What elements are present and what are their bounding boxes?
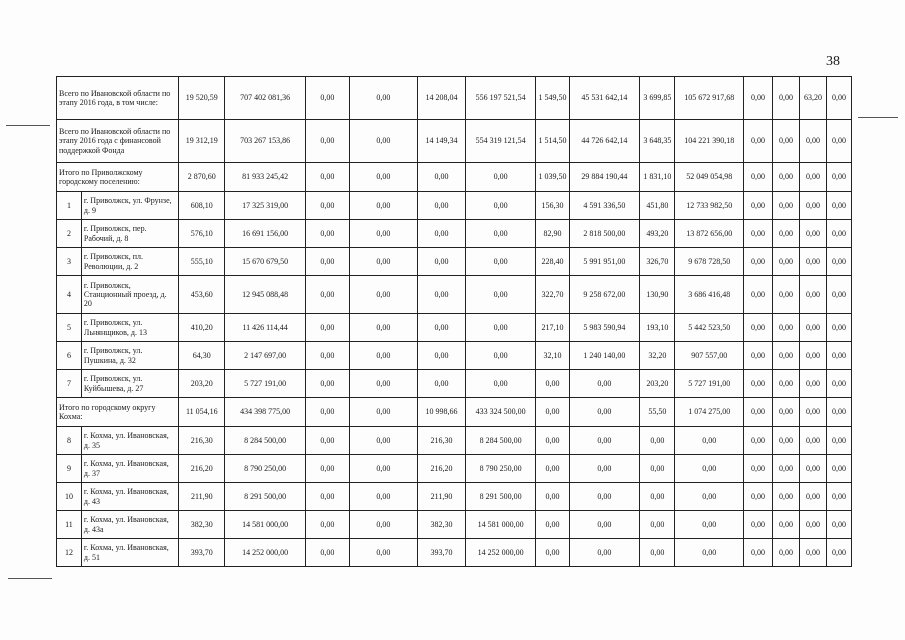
- value-cell: 0,00: [349, 220, 417, 248]
- value-cell: 14 581 000,00: [465, 511, 536, 539]
- value-cell: 0,00: [306, 77, 350, 120]
- value-cell: 0,00: [826, 77, 851, 120]
- value-cell: 32,10: [536, 342, 569, 370]
- value-cell: 0,00: [569, 539, 640, 567]
- value-cell: 0,00: [306, 120, 350, 163]
- value-cell: 0,00: [349, 455, 417, 483]
- value-cell: 0,00: [773, 163, 800, 192]
- value-cell: 0,00: [773, 314, 800, 342]
- value-cell: 0,00: [799, 483, 826, 511]
- row-number: 4: [57, 276, 82, 314]
- value-cell: 0,00: [743, 427, 772, 455]
- value-cell: 0,00: [569, 370, 640, 398]
- value-cell: 44 726 642,14: [569, 120, 640, 163]
- value-cell: 0,00: [465, 248, 536, 276]
- value-cell: 0,00: [349, 342, 417, 370]
- table-row: [57, 248, 852, 276]
- value-cell: 0,00: [306, 248, 350, 276]
- value-cell: 0,00: [773, 398, 800, 427]
- value-cell: 156,30: [536, 192, 569, 220]
- summary-row: [57, 77, 852, 120]
- margin-scan-line: [858, 117, 898, 118]
- table-row: [57, 370, 852, 398]
- value-cell: 0,00: [465, 276, 536, 314]
- value-cell: 8 284 500,00: [465, 427, 536, 455]
- value-cell: 0,00: [773, 77, 800, 120]
- value-cell: 0,00: [743, 455, 772, 483]
- row-number: 9: [57, 455, 82, 483]
- value-cell: 0,00: [826, 511, 851, 539]
- value-cell: 0,00: [306, 342, 350, 370]
- value-cell: 8 291 500,00: [465, 483, 536, 511]
- value-cell: 14 581 000,00: [225, 511, 306, 539]
- value-cell: 0,00: [349, 314, 417, 342]
- value-cell: 0,00: [349, 483, 417, 511]
- value-cell: 0,00: [569, 455, 640, 483]
- value-cell: 0,00: [826, 370, 851, 398]
- address-cell: г. Кохма, ул. Ивановская, д. 43а: [81, 511, 179, 539]
- value-cell: 0,00: [743, 314, 772, 342]
- value-cell: 0,00: [536, 370, 569, 398]
- value-cell: 216,20: [418, 455, 466, 483]
- value-cell: 9 678 728,50: [675, 248, 743, 276]
- value-cell: 0,00: [799, 427, 826, 455]
- value-cell: 14 252 000,00: [465, 539, 536, 567]
- margin-scan-line: [6, 125, 50, 126]
- value-cell: 0,00: [799, 276, 826, 314]
- value-cell: 0,00: [773, 483, 800, 511]
- value-cell: 8 790 250,00: [225, 455, 306, 483]
- value-cell: 0,00: [349, 163, 417, 192]
- value-cell: 0,00: [569, 427, 640, 455]
- value-cell: 0,00: [773, 427, 800, 455]
- value-cell: 5 983 590,94: [569, 314, 640, 342]
- value-cell: 0,00: [773, 455, 800, 483]
- value-cell: 3 686 416,48: [675, 276, 743, 314]
- value-cell: 0,00: [826, 342, 851, 370]
- table-row: [57, 342, 852, 370]
- value-cell: 0,00: [536, 455, 569, 483]
- value-cell: 0,00: [349, 398, 417, 427]
- value-cell: 0,00: [349, 511, 417, 539]
- value-cell: 11 426 114,44: [225, 314, 306, 342]
- value-cell: 5 442 523,50: [675, 314, 743, 342]
- value-cell: 703 267 153,86: [225, 120, 306, 163]
- value-cell: 45 531 642,14: [569, 77, 640, 120]
- value-cell: 8 790 250,00: [465, 455, 536, 483]
- value-cell: 0,00: [826, 455, 851, 483]
- value-cell: 576,10: [179, 220, 225, 248]
- row-number: 3: [57, 248, 82, 276]
- value-cell: 433 324 500,00: [465, 398, 536, 427]
- value-cell: 0,00: [826, 314, 851, 342]
- value-cell: 14 149,34: [418, 120, 466, 163]
- value-cell: 3 648,35: [640, 120, 675, 163]
- value-cell: 0,00: [349, 427, 417, 455]
- address-cell: г. Приволжск, ул. Фрунзе, д. 9: [81, 192, 179, 220]
- address-cell: г. Приволжск, Станционный проезд, д. 20: [81, 276, 179, 314]
- value-cell: 0,00: [799, 120, 826, 163]
- value-cell: 0,00: [640, 511, 675, 539]
- value-cell: 11 054,16: [179, 398, 225, 427]
- value-cell: 216,20: [179, 455, 225, 483]
- value-cell: 0,00: [826, 276, 851, 314]
- value-cell: 0,00: [799, 192, 826, 220]
- value-cell: 203,20: [179, 370, 225, 398]
- value-cell: 0,00: [826, 163, 851, 192]
- value-cell: 0,00: [799, 220, 826, 248]
- value-cell: 0,00: [675, 511, 743, 539]
- value-cell: 0,00: [465, 192, 536, 220]
- value-cell: 0,00: [418, 163, 466, 192]
- address-cell: г. Кохма, ул. Ивановская, д. 37: [81, 455, 179, 483]
- row-number: 1: [57, 192, 82, 220]
- row-number: 6: [57, 342, 82, 370]
- value-cell: 0,00: [826, 398, 851, 427]
- value-cell: 0,00: [418, 342, 466, 370]
- value-cell: 0,00: [536, 483, 569, 511]
- value-cell: 0,00: [536, 427, 569, 455]
- value-cell: 382,30: [179, 511, 225, 539]
- value-cell: 554 319 121,54: [465, 120, 536, 163]
- value-cell: 0,00: [743, 163, 772, 192]
- address-cell: г. Приволжск, пер. Рабочий, д. 8: [81, 220, 179, 248]
- row-number: 2: [57, 220, 82, 248]
- table-row: [57, 427, 852, 455]
- value-cell: 0,00: [349, 276, 417, 314]
- value-cell: 0,00: [349, 539, 417, 567]
- value-cell: 0,00: [773, 248, 800, 276]
- table-row: [57, 220, 852, 248]
- value-cell: 0,00: [773, 220, 800, 248]
- value-cell: 0,00: [349, 120, 417, 163]
- value-cell: 0,00: [743, 220, 772, 248]
- value-cell: 0,00: [743, 511, 772, 539]
- row-number: 5: [57, 314, 82, 342]
- value-cell: 0,00: [799, 342, 826, 370]
- value-cell: 0,00: [743, 192, 772, 220]
- value-cell: 0,00: [675, 455, 743, 483]
- value-cell: 52 049 054,98: [675, 163, 743, 192]
- value-cell: 0,00: [743, 539, 772, 567]
- table-row: [57, 276, 852, 314]
- table-row: [57, 192, 852, 220]
- address-cell: г. Приволжск, ул. Пушкина, д. 32: [81, 342, 179, 370]
- summary-row: [57, 398, 852, 427]
- value-cell: 9 258 672,00: [569, 276, 640, 314]
- row-number: 8: [57, 427, 82, 455]
- value-cell: 3 699,85: [640, 77, 675, 120]
- value-cell: 0,00: [640, 455, 675, 483]
- value-cell: 130,90: [640, 276, 675, 314]
- table-row: [57, 314, 852, 342]
- value-cell: 0,00: [306, 220, 350, 248]
- margin-scan-line: [8, 578, 52, 579]
- value-cell: 63,20: [799, 77, 826, 120]
- value-cell: 410,20: [179, 314, 225, 342]
- value-cell: 608,10: [179, 192, 225, 220]
- value-cell: 0,00: [799, 163, 826, 192]
- value-cell: 10 998,66: [418, 398, 466, 427]
- value-cell: 2 818 500,00: [569, 220, 640, 248]
- row-number: 12: [57, 539, 82, 567]
- value-cell: 8 284 500,00: [225, 427, 306, 455]
- value-cell: 451,80: [640, 192, 675, 220]
- value-cell: 0,00: [349, 77, 417, 120]
- value-cell: 64,30: [179, 342, 225, 370]
- address-cell: г. Кохма, ул. Ивановская, д. 51: [81, 539, 179, 567]
- value-cell: 0,00: [418, 248, 466, 276]
- value-cell: 0,00: [773, 370, 800, 398]
- value-cell: 2 147 697,00: [225, 342, 306, 370]
- address-cell: г. Кохма, ул. Ивановская, д. 35: [81, 427, 179, 455]
- value-cell: 0,00: [773, 120, 800, 163]
- summary-row: [57, 163, 852, 192]
- value-cell: 0,00: [675, 483, 743, 511]
- value-cell: 0,00: [349, 192, 417, 220]
- value-cell: 0,00: [743, 120, 772, 163]
- summary-label: Итого по Приволжскому городскому поселению:: [57, 163, 179, 192]
- row-number: 10: [57, 483, 82, 511]
- value-cell: 707 402 081,36: [225, 77, 306, 120]
- value-cell: 2 870,60: [179, 163, 225, 192]
- value-cell: 0,00: [826, 539, 851, 567]
- address-cell: г. Кохма, ул. Ивановская, д. 43: [81, 483, 179, 511]
- value-cell: 5 991 951,00: [569, 248, 640, 276]
- value-cell: 14 252 000,00: [225, 539, 306, 567]
- value-cell: 0,00: [465, 220, 536, 248]
- value-cell: 0,00: [306, 483, 350, 511]
- table-row: [57, 539, 852, 567]
- value-cell: 82,90: [536, 220, 569, 248]
- address-cell: г. Приволжск, ул. Льнянщиков, д. 13: [81, 314, 179, 342]
- value-cell: 382,30: [418, 511, 466, 539]
- value-cell: 0,00: [465, 370, 536, 398]
- value-cell: 907 557,00: [675, 342, 743, 370]
- value-cell: 0,00: [799, 539, 826, 567]
- value-cell: 0,00: [826, 248, 851, 276]
- value-cell: 0,00: [743, 248, 772, 276]
- value-cell: 0,00: [826, 120, 851, 163]
- value-cell: 0,00: [418, 276, 466, 314]
- value-cell: 1 514,50: [536, 120, 569, 163]
- value-cell: 0,00: [743, 483, 772, 511]
- value-cell: 193,10: [640, 314, 675, 342]
- value-cell: 0,00: [743, 342, 772, 370]
- value-cell: 0,00: [799, 398, 826, 427]
- value-cell: 0,00: [773, 539, 800, 567]
- value-cell: 0,00: [465, 314, 536, 342]
- value-cell: 203,20: [640, 370, 675, 398]
- value-cell: 0,00: [536, 511, 569, 539]
- summary-label: Итого по городскому округу Кохма:: [57, 398, 179, 427]
- address-cell: г. Приволжск, пл. Революции, д. 2: [81, 248, 179, 276]
- value-cell: 0,00: [306, 192, 350, 220]
- value-cell: 0,00: [349, 248, 417, 276]
- address-cell: г. Приволжск, ул. Куйбышева, д. 27: [81, 370, 179, 398]
- table-row: [57, 455, 852, 483]
- value-cell: 17 325 319,00: [225, 192, 306, 220]
- value-cell: 0,00: [743, 77, 772, 120]
- value-cell: 0,00: [536, 398, 569, 427]
- value-cell: 211,90: [418, 483, 466, 511]
- row-number: 11: [57, 511, 82, 539]
- value-cell: 228,40: [536, 248, 569, 276]
- value-cell: 15 670 679,50: [225, 248, 306, 276]
- value-cell: 8 291 500,00: [225, 483, 306, 511]
- value-cell: 55,50: [640, 398, 675, 427]
- value-cell: 0,00: [799, 370, 826, 398]
- value-cell: 0,00: [675, 427, 743, 455]
- value-cell: 0,00: [306, 314, 350, 342]
- value-cell: 0,00: [773, 511, 800, 539]
- row-number: 7: [57, 370, 82, 398]
- value-cell: 0,00: [640, 427, 675, 455]
- value-cell: 5 727 191,00: [225, 370, 306, 398]
- value-cell: 0,00: [640, 539, 675, 567]
- value-cell: 555,10: [179, 248, 225, 276]
- page-number: 38: [826, 54, 840, 69]
- value-cell: 0,00: [418, 314, 466, 342]
- value-cell: 0,00: [418, 370, 466, 398]
- value-cell: 19 312,19: [179, 120, 225, 163]
- value-cell: 104 221 390,18: [675, 120, 743, 163]
- value-cell: 393,70: [179, 539, 225, 567]
- value-cell: 216,30: [179, 427, 225, 455]
- value-cell: 0,00: [799, 314, 826, 342]
- value-cell: 4 591 336,50: [569, 192, 640, 220]
- value-cell: 217,10: [536, 314, 569, 342]
- value-cell: 0,00: [465, 342, 536, 370]
- value-cell: 322,70: [536, 276, 569, 314]
- value-cell: 0,00: [799, 248, 826, 276]
- value-cell: 1 240 140,00: [569, 342, 640, 370]
- value-cell: 0,00: [306, 539, 350, 567]
- value-cell: 16 691 156,00: [225, 220, 306, 248]
- value-cell: 216,30: [418, 427, 466, 455]
- value-cell: 0,00: [675, 539, 743, 567]
- value-cell: 81 933 245,42: [225, 163, 306, 192]
- value-cell: 0,00: [743, 398, 772, 427]
- value-cell: 0,00: [306, 370, 350, 398]
- value-cell: 211,90: [179, 483, 225, 511]
- value-cell: 19 520,59: [179, 77, 225, 120]
- value-cell: 1 831,10: [640, 163, 675, 192]
- value-cell: 393,70: [418, 539, 466, 567]
- summary-row: [57, 120, 852, 163]
- summary-label: Всего по Ивановской области по этапу 2016 года с финансовой поддержкой Фонда: [57, 120, 179, 163]
- value-cell: 0,00: [465, 163, 536, 192]
- value-cell: 0,00: [569, 398, 640, 427]
- housing-program-table: [56, 76, 852, 567]
- value-cell: 13 872 656,00: [675, 220, 743, 248]
- value-cell: 32,20: [640, 342, 675, 370]
- value-cell: 0,00: [418, 220, 466, 248]
- value-cell: 0,00: [773, 342, 800, 370]
- value-cell: 0,00: [743, 276, 772, 314]
- value-cell: 434 398 775,00: [225, 398, 306, 427]
- value-cell: 0,00: [799, 511, 826, 539]
- value-cell: 0,00: [773, 276, 800, 314]
- value-cell: 0,00: [349, 370, 417, 398]
- value-cell: 12 733 982,50: [675, 192, 743, 220]
- value-cell: 0,00: [826, 483, 851, 511]
- value-cell: 105 672 917,68: [675, 77, 743, 120]
- value-cell: 326,70: [640, 248, 675, 276]
- value-cell: 0,00: [773, 192, 800, 220]
- value-cell: 0,00: [536, 539, 569, 567]
- value-cell: 14 208,04: [418, 77, 466, 120]
- value-cell: 556 197 521,54: [465, 77, 536, 120]
- value-cell: 0,00: [306, 511, 350, 539]
- table-row: [57, 511, 852, 539]
- value-cell: 0,00: [743, 370, 772, 398]
- value-cell: 1 039,50: [536, 163, 569, 192]
- value-cell: 0,00: [826, 192, 851, 220]
- value-cell: 1 549,50: [536, 77, 569, 120]
- value-cell: 493,20: [640, 220, 675, 248]
- table-row: [57, 483, 852, 511]
- value-cell: 0,00: [306, 163, 350, 192]
- value-cell: 0,00: [418, 192, 466, 220]
- value-cell: 453,60: [179, 276, 225, 314]
- value-cell: 12 945 088,48: [225, 276, 306, 314]
- value-cell: 0,00: [569, 511, 640, 539]
- value-cell: 0,00: [826, 427, 851, 455]
- value-cell: 0,00: [306, 427, 350, 455]
- value-cell: 1 074 275,00: [675, 398, 743, 427]
- value-cell: 0,00: [569, 483, 640, 511]
- value-cell: 0,00: [306, 276, 350, 314]
- value-cell: 0,00: [306, 455, 350, 483]
- summary-label: Всего по Ивановской области по этапу 2016 года, в том числе:: [57, 77, 179, 120]
- value-cell: 0,00: [306, 398, 350, 427]
- value-cell: 5 727 191,00: [675, 370, 743, 398]
- value-cell: 0,00: [640, 483, 675, 511]
- value-cell: 0,00: [799, 455, 826, 483]
- value-cell: 0,00: [826, 220, 851, 248]
- value-cell: 29 884 190,44: [569, 163, 640, 192]
